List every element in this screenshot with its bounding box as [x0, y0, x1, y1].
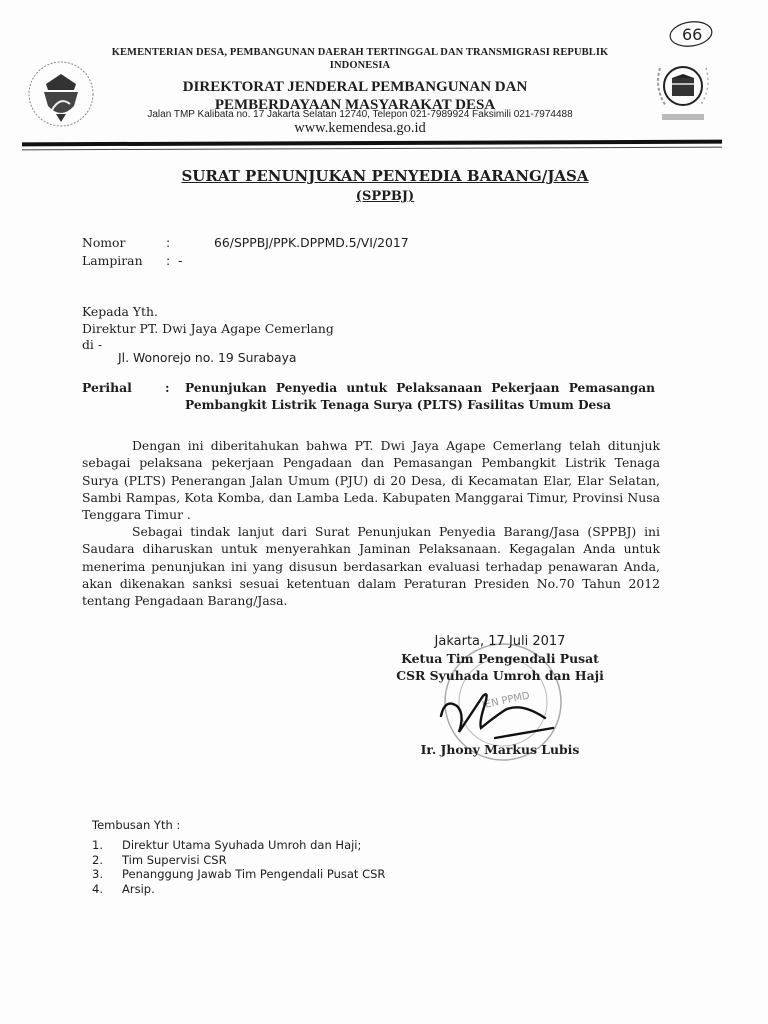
- recipient-di: di -: [82, 337, 103, 352]
- directorate-line-2: PEMBERDAYAAN MASYARAKAT DESA: [214, 97, 496, 113]
- document-subtitle: (SPPBJ): [355, 189, 415, 204]
- cc-item: [92, 853, 385, 868]
- cc-item: [92, 838, 385, 853]
- directorate-line-1: DIREKTORAT JENDERAL PEMBANGUNAN DAN: [182, 79, 528, 95]
- cc-item-text: Direktur Utama Syuhada Umroh dan Haji;: [122, 838, 362, 852]
- letterhead-divider-thick: [22, 140, 722, 147]
- perihal-label: Perihal: [82, 380, 132, 395]
- document-title: SURAT PENUNJUKAN PENYEDIA BARANG/JASA: [181, 167, 589, 185]
- cc-item-text: Arsip.: [122, 881, 155, 896]
- body-paragraph-2: Sebagai tindak lanjut dari Surat Penunjukan Penyedia Barang/Jasa (SPPBJ) ini Saudara diharuskan untuk menyerahkan Jaminan Pelaksanaan. Kegagalan Anda untuk menerima penunjukan ini yang disusun berdasarkan evaluasi terhadap penawaran Anda, akan dikenakan sanksi sesuai ketentuan dalam Peraturan Presiden No.70 Tahun 2012 tentang Pengadaan Barang/Jasa.: [82, 524, 660, 609]
- cc-item: [92, 867, 385, 882]
- ministry-name: KEMENTERIAN DESA, PEMBANGUNAN DAERAH TERTINGGAL DAN TRANSMIGRASI REPUBLIK INDONESIA: [111, 47, 609, 71]
- cc-item-number: 2.: [92, 852, 103, 867]
- nomor-label: Nomor: [82, 235, 126, 250]
- letterhead-divider-thin: [22, 147, 722, 151]
- svg-text:66: 66: [682, 25, 703, 44]
- perihal-separator: :: [165, 380, 170, 395]
- cc-item: [92, 882, 385, 897]
- ministry-emblem-icon: [26, 58, 96, 130]
- lampiran-label: Lampiran: [82, 253, 143, 268]
- recipient-block: [82, 304, 334, 354]
- place-date: Jakarta, 17 Juli 2017: [434, 634, 566, 649]
- recipient-address: Jl. Wonorejo no. 19 Surabaya: [118, 350, 297, 365]
- signatory-name: Ir. Jhony Markus Lubis: [420, 742, 580, 757]
- cc-item-text: Penanggung Jawab Tim Pengendali Pusat CSR: [122, 867, 386, 881]
- website-link[interactable]: www.kemendesa.go.id: [294, 120, 426, 136]
- nomor-value: 66/SPPBJ/PPK.DPPMD.5/VI/2017: [214, 235, 409, 250]
- nomor-separator: :: [166, 235, 171, 250]
- signatory-role-line-1: Ketua Tim Pengendali Pusat: [401, 651, 599, 666]
- nomor-row: [82, 235, 409, 251]
- cc-title: Tembusan Yth :: [92, 818, 181, 832]
- handwritten-signature-icon: [435, 688, 565, 748]
- cc-list: [92, 838, 385, 896]
- body-paragraph-1: Dengan ini diberitahukan bahwa PT. Dwi Jaya Agape Cemerlang telah ditunjuk sebagai pelaksana pekerjaan Pengadaan dan Pemasangan Pembangkit Listrik Tenaga Surya (PLTS) Penerangan Jalan Umum (PJU) di 20 Desa, di Kecamatan Elar, Elar Selatan, Sambi Rampas, Kota Komba, dan Lamba Leda. Kabupaten Manggarai Timur, Provinsi Nusa Tenggara Timur .: [82, 438, 660, 523]
- cc-item-number: 4.: [92, 881, 103, 896]
- office-address: Jalan TMP Kalibata no. 17 Jakarta Selatan 12740, Telepon 021-7989924 Faksimili 021-7974488: [147, 109, 573, 120]
- lampiran-row: [82, 253, 182, 269]
- lampiran-value: -: [178, 253, 183, 268]
- perihal-text: Penunjukan Penyedia untuk Pelaksanaan Pekerjaan Pemasangan Pembangkit Listrik Tenaga Surya (PLTS) Fasilitas Umum Desa: [185, 381, 655, 412]
- recipient-greeting: Kepada Yth.: [82, 304, 158, 319]
- lampiran-separator: :: [166, 253, 171, 268]
- signatory-role: [370, 650, 630, 684]
- signatory-role-line-2: CSR Syuhada Umroh dan Haji: [396, 668, 604, 683]
- cc-item-text: Tim Supervisi CSR: [122, 852, 227, 867]
- kaaba-emblem-icon: [648, 48, 718, 128]
- cc-item-number: 1.: [92, 838, 103, 852]
- recipient-name: Direktur PT. Dwi Jaya Agape Cemerlang: [82, 320, 334, 336]
- svg-text:JEN PPMD: JEN PPMD: [481, 690, 531, 712]
- cc-item-number: 3.: [92, 867, 103, 881]
- handwritten-page-number: [668, 20, 714, 48]
